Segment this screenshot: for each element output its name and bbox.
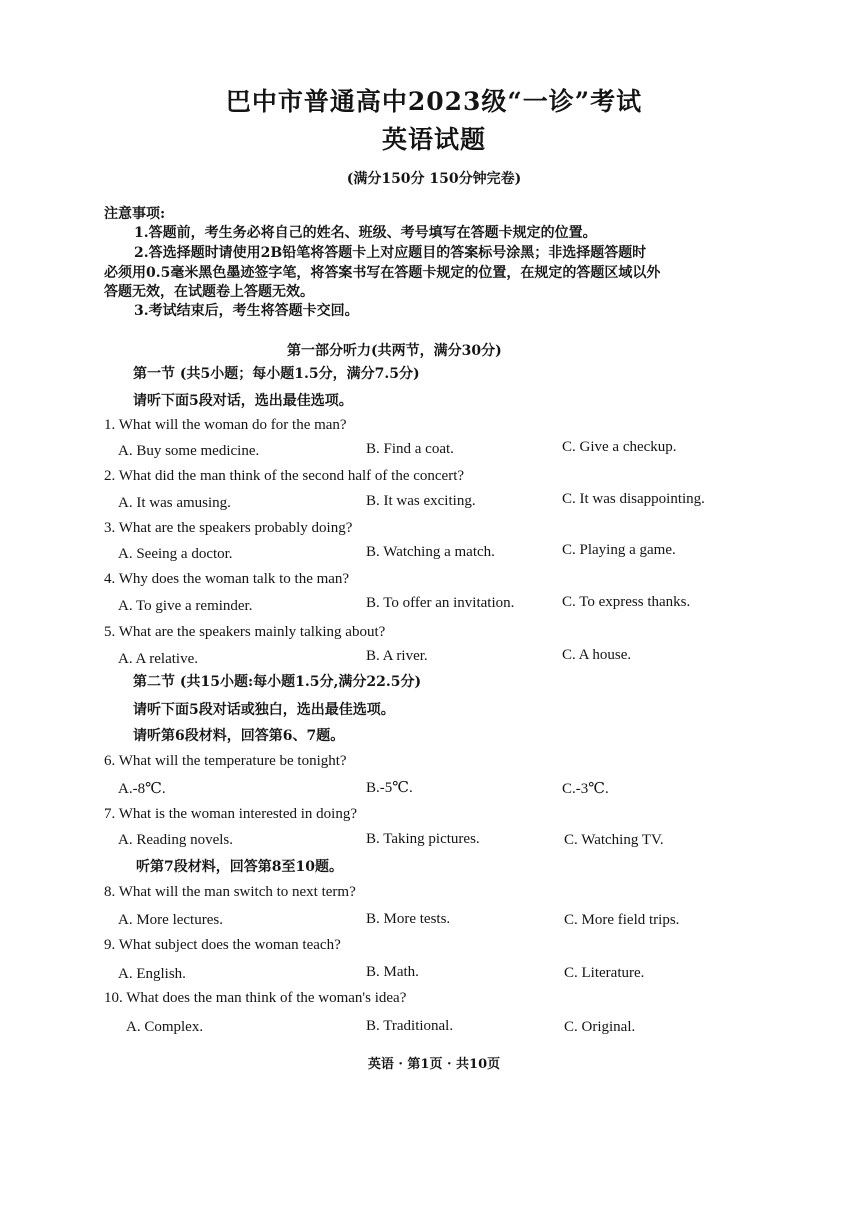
q8-option-a: A. More lectures. [118,912,223,928]
question-1: 1. What will the woman do for the man? [104,417,347,433]
q10-option-c: C. Original. [564,1019,636,1035]
q3-option-b: B. Watching a match. [366,544,495,560]
exam-subject-title: 英语试题 [381,125,486,154]
q3-option-a: A. Seeing a doctor. [118,546,233,562]
question-4: 4. Why does the woman talk to the man? [104,571,350,587]
q9-option-c: C. Literature. [564,965,645,981]
question-7: 7. What is the woman interested in doing? [104,806,358,822]
exam-score-time: (满分150分 150分钟完卷) [346,171,522,187]
q9-option-b: B. Math. [366,964,419,980]
note-item-1: 1.答题前，考生务必将自己的姓名、班级、考号填写在答题卡规定的位置。 [134,225,597,241]
question-2: 2. What did the man think of the second half of the concert? [104,468,465,484]
section2-instruction: 请听下面5段对话或独白，选出最佳选项。 [133,702,395,718]
material7-instruction: 听第7段材料，回答第8至10题。 [136,859,343,875]
q7-option-a: A. Reading novels. [118,832,233,848]
q7-option-b: B. Taking pictures. [366,831,480,847]
q2-option-c: C. It was disappointing. [562,491,705,507]
section1-heading: 第一节 (共5小题；每小题1.5分，满分7.5分) [133,366,420,382]
question-9: 9. What subject does the woman teach? [104,937,341,953]
page-footer: 英语 · 第1页 · 共10页 [367,1057,501,1072]
material6-instruction: 请听第6段材料，回答第6、7题。 [133,728,345,744]
q9-option-a: A. English. [118,966,186,982]
question-6: 6. What will the temperature be tonight? [104,753,347,769]
q2-option-a: A. It was amusing. [118,495,231,511]
q1-option-a: A. Buy some medicine. [118,443,260,459]
q5-option-b: B. A river. [366,648,428,664]
exam-title: 巴中市普通高中2023级“一诊”考试 [225,87,643,116]
note-item-2-end: 答题无效，在试题卷上答题无效。 [104,284,314,300]
q4-option-b: B. To offer an invitation. [366,595,515,611]
note-item-3: 3.考试结束后，考生将答题卡交回。 [134,303,359,319]
q5-option-a: A. A relative. [118,651,198,667]
q7-option-c: C. Watching TV. [564,832,664,848]
part1-heading: 第一部分听力(共两节，满分30分) [287,343,502,359]
q4-option-a: A. To give a reminder. [118,598,253,614]
note-item-2: 2.答选择题时请使用2B铅笔将答题卡上对应题目的答案标号涂黑；非选择题答题时 [134,245,647,261]
question-3: 3. What are the speakers probably doing? [104,520,353,536]
q3-option-c: C. Playing a game. [562,542,676,558]
notes-heading: 注意事项: [104,206,166,222]
q10-option-b: B. Traditional. [366,1018,454,1034]
section1-instruction: 请听下面5段对话，选出最佳选项。 [133,393,353,409]
question-5: 5. What are the speakers mainly talking about? [104,624,386,640]
section2-heading: 第二节 (共15小题:每小题1.5分,满分22.5分) [133,674,422,690]
q4-option-c: C. To express thanks. [562,594,691,610]
q6-option-a: A.-8℃. [118,781,166,797]
note-item-2-cont: 必须用0.5毫米黑色墨迹签字笔，将答案书写在答题卡规定的位置，在规定的答题区域以外 [104,265,661,281]
q6-option-c: C.-3℃. [562,781,609,797]
q1-option-b: B. Find a coat. [366,441,454,457]
q8-option-b: B. More tests. [366,911,451,927]
q5-option-c: C. A house. [562,647,632,663]
question-10: 10. What does the man think of the woman's idea? [104,990,407,1006]
q6-option-b: B.-5℃. [366,780,413,796]
q8-option-c: C. More field trips. [564,912,680,928]
q1-option-c: C. Give a checkup. [562,439,677,455]
q10-option-a: A. Complex. [126,1019,204,1035]
q2-option-b: B. It was exciting. [366,493,476,509]
question-8: 8. What will the man switch to next term? [104,884,356,900]
